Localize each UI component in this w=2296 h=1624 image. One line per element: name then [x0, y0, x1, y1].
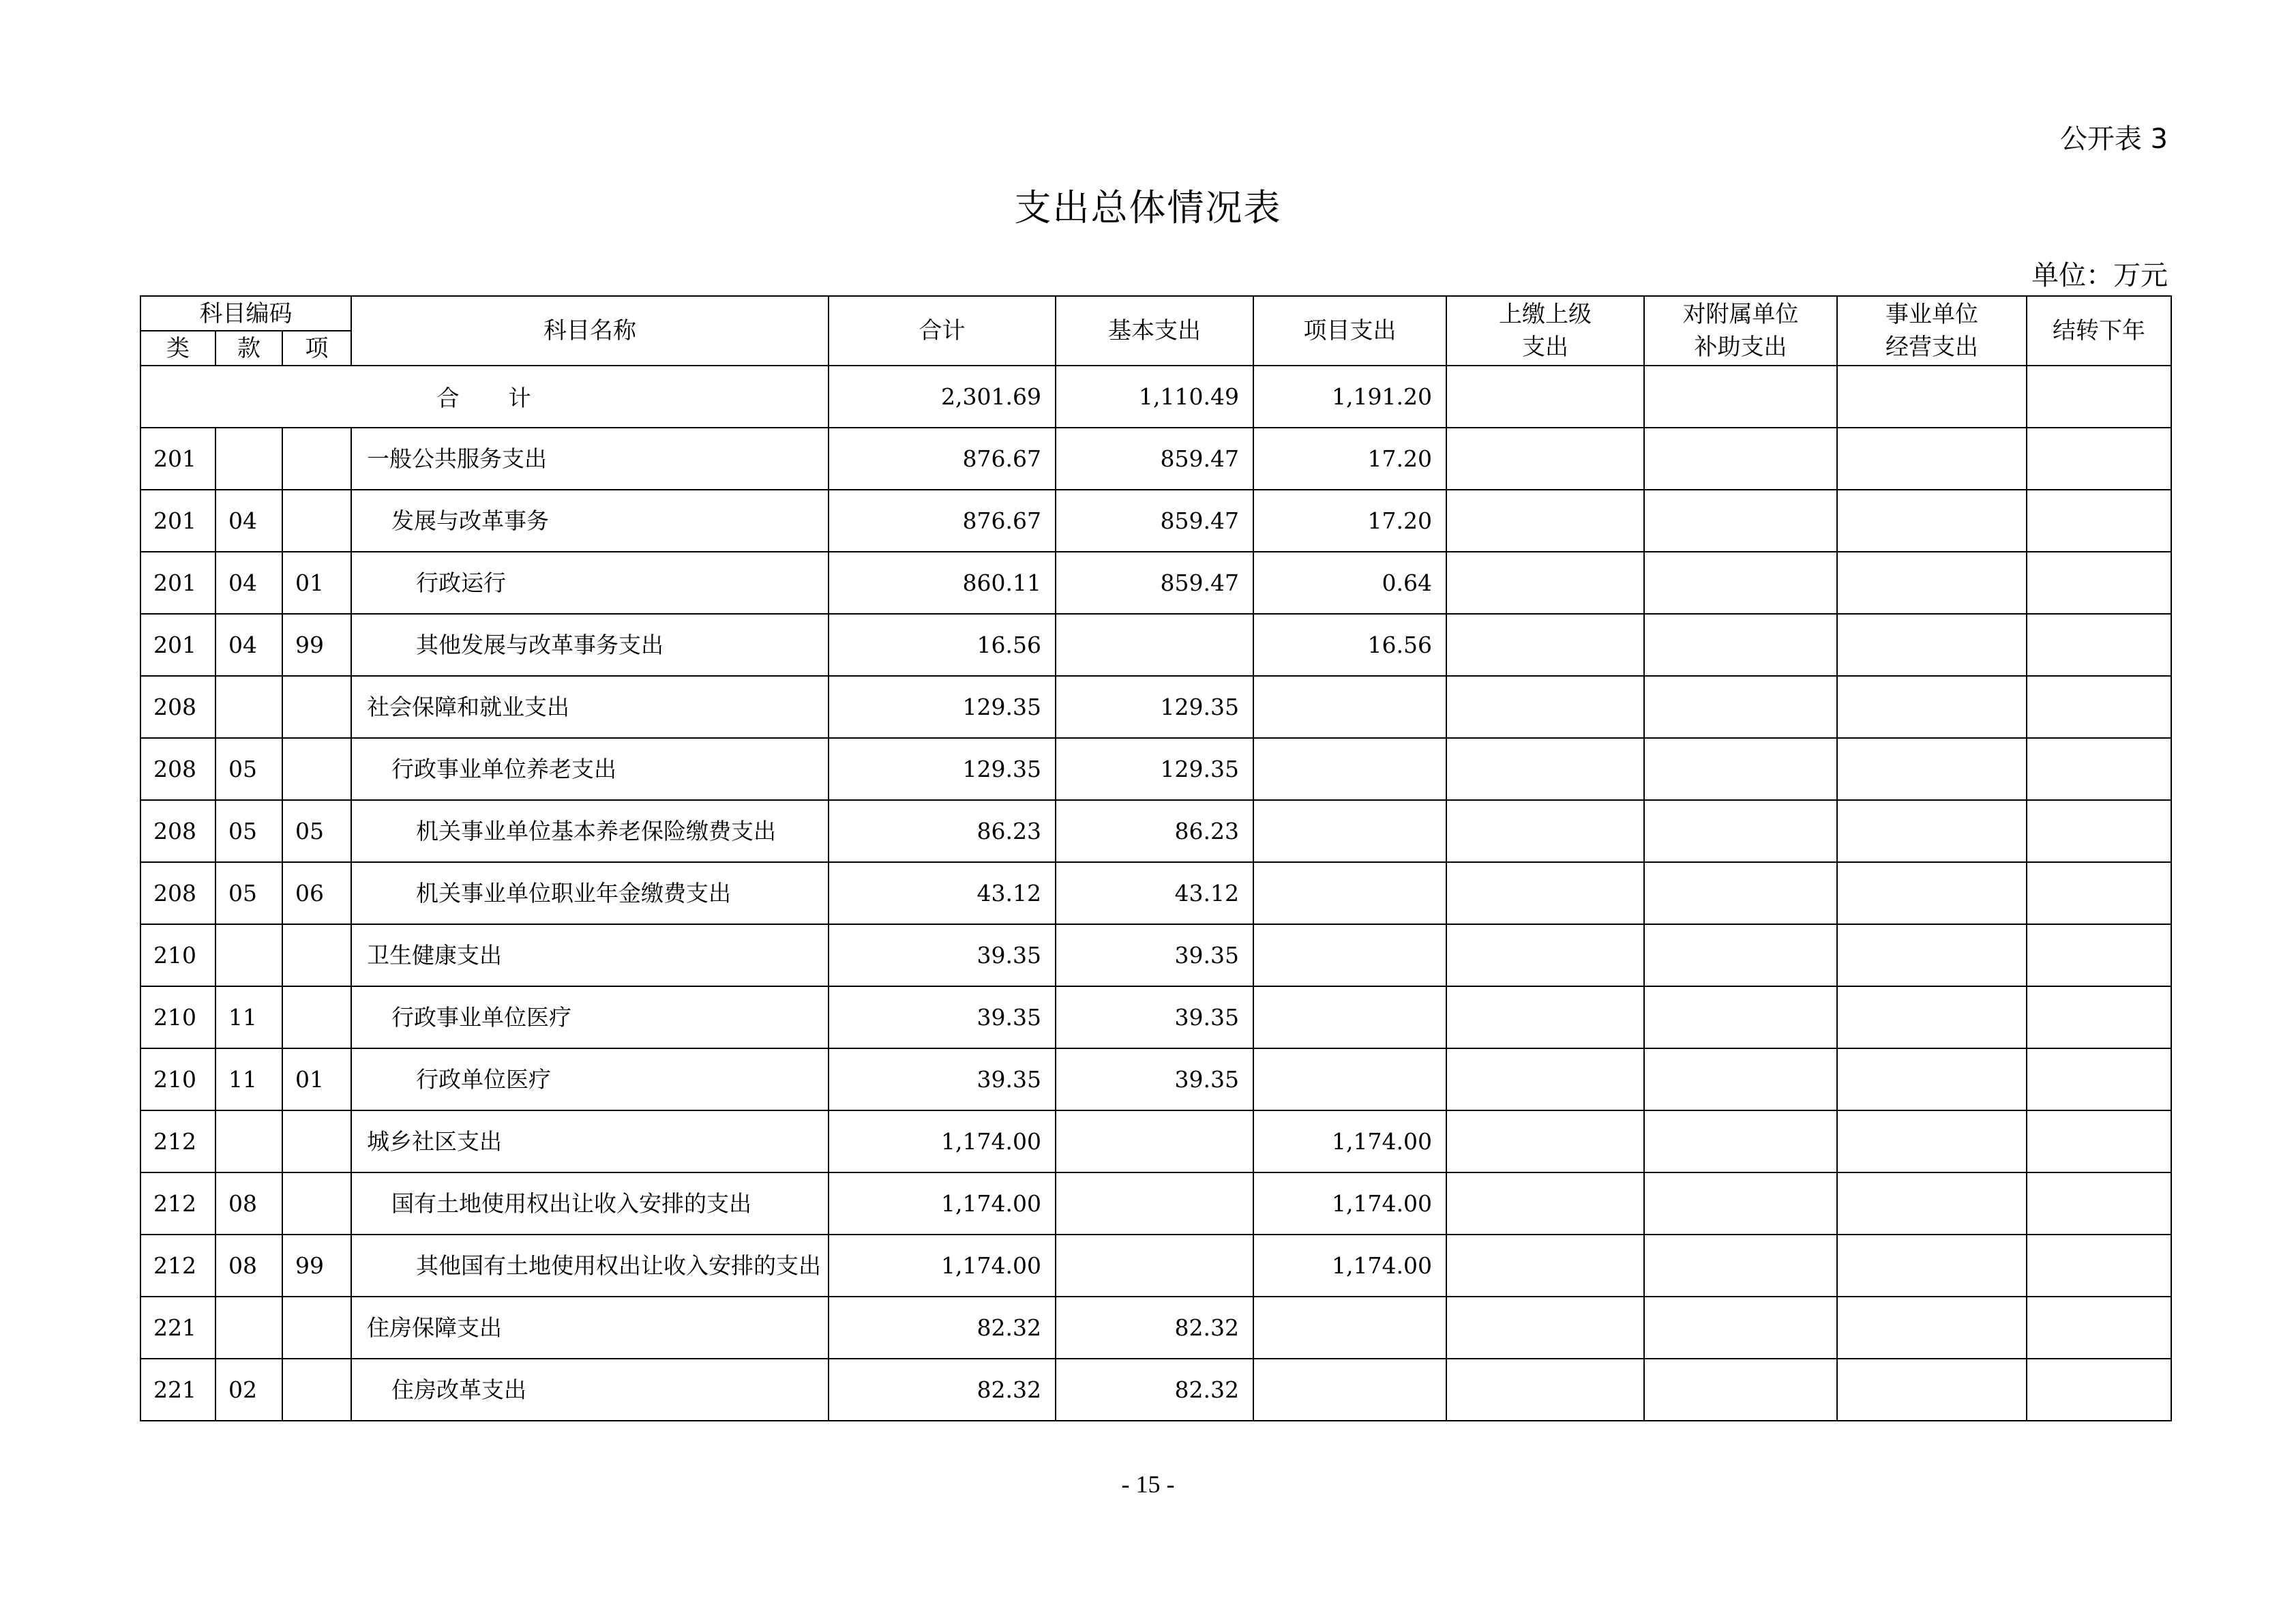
- cell-xiang: 99: [282, 1235, 351, 1297]
- cell-upper: [1446, 1235, 1644, 1297]
- cell-lei: 221: [140, 1359, 215, 1421]
- cell-affiliated: [1644, 490, 1837, 552]
- cell-kuan: 05: [215, 800, 282, 862]
- cell-carryover: [2027, 1110, 2171, 1172]
- total-label-a: 合: [436, 385, 461, 411]
- cell-total: 43.12: [829, 862, 1056, 924]
- form-label: 公开表 3: [2059, 123, 2168, 155]
- cell-kuan: [215, 676, 282, 738]
- cell-basic: 39.35: [1056, 924, 1253, 986]
- cell-lei: 210: [140, 986, 215, 1048]
- cell-total: 1,174.00: [829, 1110, 1056, 1172]
- cell-name: 行政单位医疗: [351, 1048, 829, 1110]
- cell-name: 机关事业单位基本养老保险缴费支出: [351, 800, 829, 862]
- cell-name: 国有土地使用权出让收入安排的支出: [351, 1172, 829, 1235]
- cell-business: [1837, 676, 2027, 738]
- cell-business: [1837, 1235, 2027, 1297]
- cell-upper: [1446, 428, 1644, 490]
- header-carryover: 结转下年: [2027, 296, 2171, 366]
- cell-basic: 43.12: [1056, 862, 1253, 924]
- header-name: 科目名称: [351, 296, 829, 366]
- total-row-basic: 1,110.49: [1056, 366, 1253, 428]
- header-business-line2: 经营支出: [1885, 334, 1978, 361]
- cell-business: [1837, 1297, 2027, 1359]
- cell-upper: [1446, 614, 1644, 676]
- total-row-business: [1837, 366, 2027, 428]
- cell-basic: 39.35: [1056, 1048, 1253, 1110]
- cell-project: [1253, 676, 1446, 738]
- cell-kuan: 05: [215, 862, 282, 924]
- cell-total: 82.32: [829, 1359, 1056, 1421]
- cell-name: 住房改革支出: [351, 1359, 829, 1421]
- cell-total: 1,174.00: [829, 1235, 1056, 1297]
- cell-carryover: [2027, 738, 2171, 800]
- cell-lei: 212: [140, 1172, 215, 1235]
- table-row: [140, 1172, 2171, 1235]
- cell-xiang: [282, 1110, 351, 1172]
- cell-total: 39.35: [829, 924, 1056, 986]
- cell-total: 39.35: [829, 986, 1056, 1048]
- cell-carryover: [2027, 1359, 2171, 1421]
- cell-name: 行政运行: [351, 552, 829, 614]
- header-project: 项目支出: [1253, 296, 1446, 366]
- cell-carryover: [2027, 924, 2171, 986]
- cell-lei: 210: [140, 924, 215, 986]
- cell-xiang: [282, 986, 351, 1048]
- total-row-carryover: [2027, 366, 2171, 428]
- cell-basic: 859.47: [1056, 552, 1253, 614]
- cell-name: 行政事业单位医疗: [351, 986, 829, 1048]
- cell-xiang: 06: [282, 862, 351, 924]
- table-row: [140, 490, 2171, 552]
- cell-kuan: 04: [215, 614, 282, 676]
- cell-name: 社会保障和就业支出: [351, 676, 829, 738]
- cell-carryover: [2027, 1297, 2171, 1359]
- cell-kuan: [215, 1297, 282, 1359]
- cell-project: 1,174.00: [1253, 1235, 1446, 1297]
- cell-name: 住房保障支出: [351, 1297, 829, 1359]
- cell-xiang: [282, 738, 351, 800]
- table-row: [140, 1297, 2171, 1359]
- cell-project: [1253, 862, 1446, 924]
- cell-kuan: 04: [215, 490, 282, 552]
- page-number: - 15 -: [1121, 1471, 1175, 1498]
- total-row-total: 2,301.69: [829, 366, 1056, 428]
- cell-kuan: 02: [215, 1359, 282, 1421]
- cell-business: [1837, 552, 2027, 614]
- cell-total: 129.35: [829, 676, 1056, 738]
- cell-lei: 201: [140, 552, 215, 614]
- cell-lei: 201: [140, 490, 215, 552]
- cell-xiang: 01: [282, 1048, 351, 1110]
- cell-name: 行政事业单位养老支出: [351, 738, 829, 800]
- cell-lei: 208: [140, 862, 215, 924]
- cell-project: [1253, 986, 1446, 1048]
- cell-name: 卫生健康支出: [351, 924, 829, 986]
- cell-business: [1837, 1110, 2027, 1172]
- cell-business: [1837, 614, 2027, 676]
- cell-basic: 82.32: [1056, 1359, 1253, 1421]
- table-body: [140, 366, 2171, 1421]
- cell-basic: 86.23: [1056, 800, 1253, 862]
- cell-business: [1837, 800, 2027, 862]
- cell-xiang: [282, 924, 351, 986]
- cell-affiliated: [1644, 1235, 1837, 1297]
- cell-upper: [1446, 1359, 1644, 1421]
- cell-carryover: [2027, 1172, 2171, 1235]
- table-row: [140, 738, 2171, 800]
- cell-total: 86.23: [829, 800, 1056, 862]
- cell-carryover: [2027, 552, 2171, 614]
- cell-kuan: 11: [215, 1048, 282, 1110]
- table-row: [140, 800, 2171, 862]
- cell-name: 城乡社区支出: [351, 1110, 829, 1172]
- cell-total: 876.67: [829, 428, 1056, 490]
- total-row: [140, 366, 2171, 428]
- cell-kuan: [215, 428, 282, 490]
- cell-upper: [1446, 1297, 1644, 1359]
- cell-carryover: [2027, 800, 2171, 862]
- cell-affiliated: [1644, 924, 1837, 986]
- cell-affiliated: [1644, 428, 1837, 490]
- cell-upper: [1446, 738, 1644, 800]
- cell-business: [1837, 986, 2027, 1048]
- table-row: [140, 1048, 2171, 1110]
- table-row: [140, 862, 2171, 924]
- cell-lei: 210: [140, 1048, 215, 1110]
- cell-total: 860.11: [829, 552, 1056, 614]
- header-business-line1: 事业单位: [1885, 301, 1978, 328]
- cell-business: [1837, 490, 2027, 552]
- cell-upper: [1446, 1048, 1644, 1110]
- header-affiliated-line1: 对附属单位: [1682, 301, 1799, 328]
- cell-affiliated: [1644, 862, 1837, 924]
- cell-kuan: [215, 1110, 282, 1172]
- cell-basic: 129.35: [1056, 738, 1253, 800]
- cell-affiliated: [1644, 800, 1837, 862]
- cell-carryover: [2027, 614, 2171, 676]
- cell-basic: 859.47: [1056, 428, 1253, 490]
- cell-project: 17.20: [1253, 490, 1446, 552]
- cell-affiliated: [1644, 1048, 1837, 1110]
- cell-project: 0.64: [1253, 552, 1446, 614]
- header-affiliated: [1644, 296, 1837, 366]
- header-upper-line2: 支出: [1522, 334, 1568, 361]
- cell-business: [1837, 924, 2027, 986]
- cell-project: [1253, 1048, 1446, 1110]
- cell-basic: 82.32: [1056, 1297, 1253, 1359]
- header-affiliated-line2: 补助支出: [1694, 334, 1787, 361]
- cell-upper: [1446, 676, 1644, 738]
- cell-project: [1253, 1297, 1446, 1359]
- total-row-upper: [1446, 366, 1644, 428]
- cell-affiliated: [1644, 738, 1837, 800]
- table-row: [140, 1110, 2171, 1172]
- cell-project: 1,174.00: [1253, 1172, 1446, 1235]
- header-xiang: 项: [282, 331, 351, 366]
- cell-carryover: [2027, 986, 2171, 1048]
- cell-kuan: 11: [215, 986, 282, 1048]
- cell-business: [1837, 1359, 2027, 1421]
- cell-total: 1,174.00: [829, 1172, 1056, 1235]
- cell-lei: 208: [140, 738, 215, 800]
- cell-project: 17.20: [1253, 428, 1446, 490]
- cell-total: 16.56: [829, 614, 1056, 676]
- cell-name: 一般公共服务支出: [351, 428, 829, 490]
- cell-carryover: [2027, 428, 2171, 490]
- cell-xiang: 01: [282, 552, 351, 614]
- cell-affiliated: [1644, 986, 1837, 1048]
- cell-xiang: [282, 1359, 351, 1421]
- cell-business: [1837, 428, 2027, 490]
- header-basic: 基本支出: [1056, 296, 1253, 366]
- header-upper-line1: 上缴上级: [1499, 301, 1592, 328]
- cell-carryover: [2027, 862, 2171, 924]
- table-row: [140, 924, 2171, 986]
- table-row: [140, 428, 2171, 490]
- expenditure-table: [140, 295, 2172, 1421]
- cell-upper: [1446, 800, 1644, 862]
- cell-affiliated: [1644, 614, 1837, 676]
- cell-upper: [1446, 1110, 1644, 1172]
- cell-total: 129.35: [829, 738, 1056, 800]
- total-label-b: 计: [508, 385, 533, 411]
- cell-basic: 859.47: [1056, 490, 1253, 552]
- cell-basic: [1056, 1172, 1253, 1235]
- cell-lei: 212: [140, 1235, 215, 1297]
- table-row: [140, 1235, 2171, 1297]
- cell-basic: 39.35: [1056, 986, 1253, 1048]
- cell-lei: 221: [140, 1297, 215, 1359]
- cell-carryover: [2027, 1048, 2171, 1110]
- cell-affiliated: [1644, 1172, 1837, 1235]
- cell-basic: [1056, 1110, 1253, 1172]
- table-row: [140, 676, 2171, 738]
- cell-total: 39.35: [829, 1048, 1056, 1110]
- cell-upper: [1446, 862, 1644, 924]
- cell-kuan: 08: [215, 1235, 282, 1297]
- cell-project: 16.56: [1253, 614, 1446, 676]
- cell-xiang: 99: [282, 614, 351, 676]
- cell-business: [1837, 862, 2027, 924]
- cell-lei: 201: [140, 614, 215, 676]
- cell-affiliated: [1644, 1359, 1837, 1421]
- cell-kuan: 04: [215, 552, 282, 614]
- cell-project: [1253, 800, 1446, 862]
- cell-upper: [1446, 552, 1644, 614]
- header-kuan: 款: [215, 331, 282, 366]
- cell-kuan: [215, 924, 282, 986]
- cell-carryover: [2027, 1235, 2171, 1297]
- header-total: 合计: [829, 296, 1056, 366]
- table-row: [140, 1359, 2171, 1421]
- header-lei: 类: [140, 331, 215, 366]
- cell-total: 876.67: [829, 490, 1056, 552]
- table-row: [140, 552, 2171, 614]
- cell-xiang: [282, 676, 351, 738]
- cell-lei: 201: [140, 428, 215, 490]
- total-row-project: 1,191.20: [1253, 366, 1446, 428]
- table-row: [140, 614, 2171, 676]
- header-upper: [1446, 296, 1644, 366]
- total-row-label: [140, 366, 829, 428]
- unit-label: 单位：万元: [2031, 260, 2168, 291]
- cell-project: [1253, 738, 1446, 800]
- cell-project: [1253, 924, 1446, 986]
- cell-basic: [1056, 614, 1253, 676]
- cell-lei: 208: [140, 676, 215, 738]
- cell-lei: 212: [140, 1110, 215, 1172]
- cell-total: 82.32: [829, 1297, 1056, 1359]
- cell-affiliated: [1644, 1297, 1837, 1359]
- cell-kuan: 08: [215, 1172, 282, 1235]
- cell-xiang: 05: [282, 800, 351, 862]
- cell-name: 机关事业单位职业年金缴费支出: [351, 862, 829, 924]
- cell-business: [1837, 738, 2027, 800]
- cell-xiang: [282, 1172, 351, 1235]
- cell-xiang: [282, 1297, 351, 1359]
- cell-business: [1837, 1172, 2027, 1235]
- cell-carryover: [2027, 676, 2171, 738]
- cell-name: 其他发展与改革事务支出: [351, 614, 829, 676]
- cell-upper: [1446, 1172, 1644, 1235]
- cell-affiliated: [1644, 552, 1837, 614]
- cell-basic: [1056, 1235, 1253, 1297]
- cell-project: [1253, 1359, 1446, 1421]
- cell-basic: 129.35: [1056, 676, 1253, 738]
- cell-upper: [1446, 986, 1644, 1048]
- cell-affiliated: [1644, 676, 1837, 738]
- cell-business: [1837, 1048, 2027, 1110]
- table-row: [140, 986, 2171, 1048]
- cell-project: 1,174.00: [1253, 1110, 1446, 1172]
- cell-xiang: [282, 428, 351, 490]
- header-business: [1837, 296, 2027, 366]
- cell-name: 发展与改革事务: [351, 490, 829, 552]
- cell-kuan: 05: [215, 738, 282, 800]
- cell-lei: 208: [140, 800, 215, 862]
- cell-affiliated: [1644, 1110, 1837, 1172]
- cell-upper: [1446, 924, 1644, 986]
- header-code-group: 科目编码: [140, 296, 351, 331]
- total-row-affiliated: [1644, 366, 1837, 428]
- page-title: 支出总体情况表: [1014, 186, 1282, 229]
- cell-upper: [1446, 490, 1644, 552]
- cell-carryover: [2027, 490, 2171, 552]
- cell-name: 其他国有土地使用权出让收入安排的支出: [351, 1235, 829, 1297]
- cell-xiang: [282, 490, 351, 552]
